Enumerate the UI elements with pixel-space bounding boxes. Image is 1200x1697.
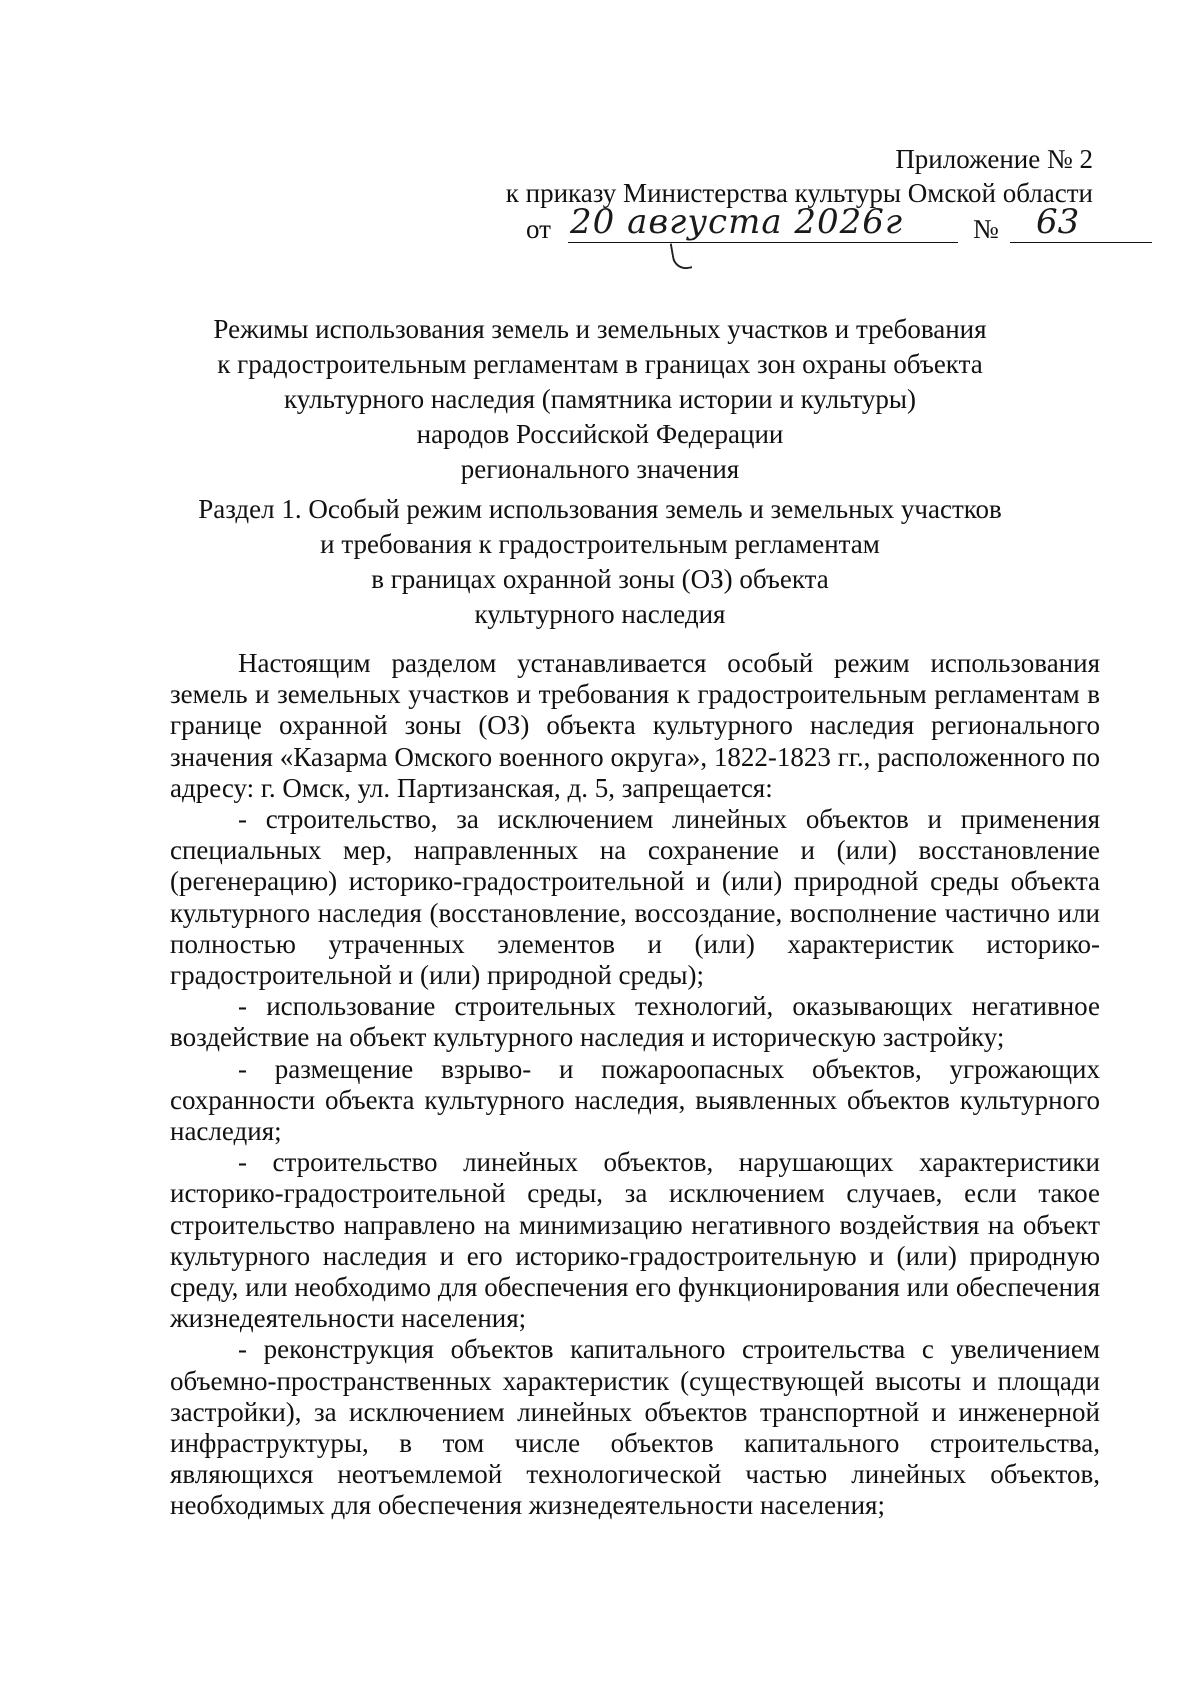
number-underline: [1010, 242, 1152, 243]
body-text: [170, 648, 1100, 1522]
title-line: к градостроительным регламентам в границах зон охраны объекта: [217, 349, 983, 379]
order-reference: к приказу Министерства культуры Омской области: [505, 178, 1093, 208]
prohibition-item: - использование строительных технологий, оказывающих негативное воздействие на объект культурного наследия и историческую застройку;: [170, 991, 1100, 1053]
prohibition-item: - строительство, за исключением линейных объектов и применения специальных мер, направленных на сохранение и (или) восстановление (регенерацию) историко-градостроительной и (или) природной среды объекта культурного наследия (восстановление, воссоздание, восполнение частично или полностью утраченных элементов и (или) характеристик историко-градостроительной и (или) природной среды);: [170, 804, 1100, 991]
section-line: и требования к градостроительным регламентам: [320, 529, 880, 559]
title-line: регионального значения: [460, 454, 740, 484]
section-line: Раздел 1. Особый режим использования земель и земельных участков: [198, 494, 1002, 524]
appendix-number: Приложение № 2: [895, 144, 1093, 174]
intro-paragraph: Настоящим разделом устанавливается особый режим использования земель и земельных участков и требования к градостроительным регламентам в границе охранной зоны (ОЗ) объекта культурного наследия регионального значения «Казарма Омского военного округа», 1822-1823 гг., расположенного по адресу: г. Омск, ул. Партизанская, д. 5, запрещается:: [170, 648, 1100, 803]
section-line: в границах охранной зоны (ОЗ) объекта: [371, 564, 829, 594]
order-date-number-row: [526, 202, 1094, 250]
prohibition-item: - строительство линейных объектов, нарушающих характеристики историко-градостроительной среды, за исключением случаев, если такое строительство направлено на минимизацию негативного воздействия на объект культурного наследия и его историко-градостроительную и (или) природную среду, или необходимо для обеспечения его функционирования или обеспечения жизнедеятельности населения;: [170, 1147, 1100, 1334]
section-line: культурного наследия: [474, 599, 726, 629]
title-line: культурного наследия (памятника истории и культуры): [284, 384, 916, 414]
appendix-header: [506, 142, 1093, 210]
prohibition-item: - реконструкция объектов капитального строительства с увеличением объемно-пространственных характеристик (существующей высоты и площади застройки), за исключением линейных объектов транспортной и инженерной инфраструктуры, в том числе объектов капитального строительства, являющихся неотъемлемой технологической частью линейных объектов, необходимых для обеспечения жизнедеятельности населения;: [170, 1334, 1100, 1521]
title-line: народов Российской Федерации: [416, 419, 784, 449]
number-label: №: [973, 214, 999, 244]
handwritten-number: 63: [1036, 202, 1080, 242]
document-title: [150, 312, 1050, 487]
date-underline: [568, 242, 958, 243]
section-heading: [150, 492, 1050, 632]
title-line: Режимы использования земель и земельных участков и требования: [213, 314, 987, 344]
handwritten-date: 20 августа 2026г: [570, 202, 904, 242]
prohibition-item: - размещение взрыво- и пожароопасных объектов, угрожающих сохранности объекта культурного наследия, выявленных объектов культурного наследия;: [170, 1053, 1100, 1147]
from-label: от: [526, 214, 551, 244]
